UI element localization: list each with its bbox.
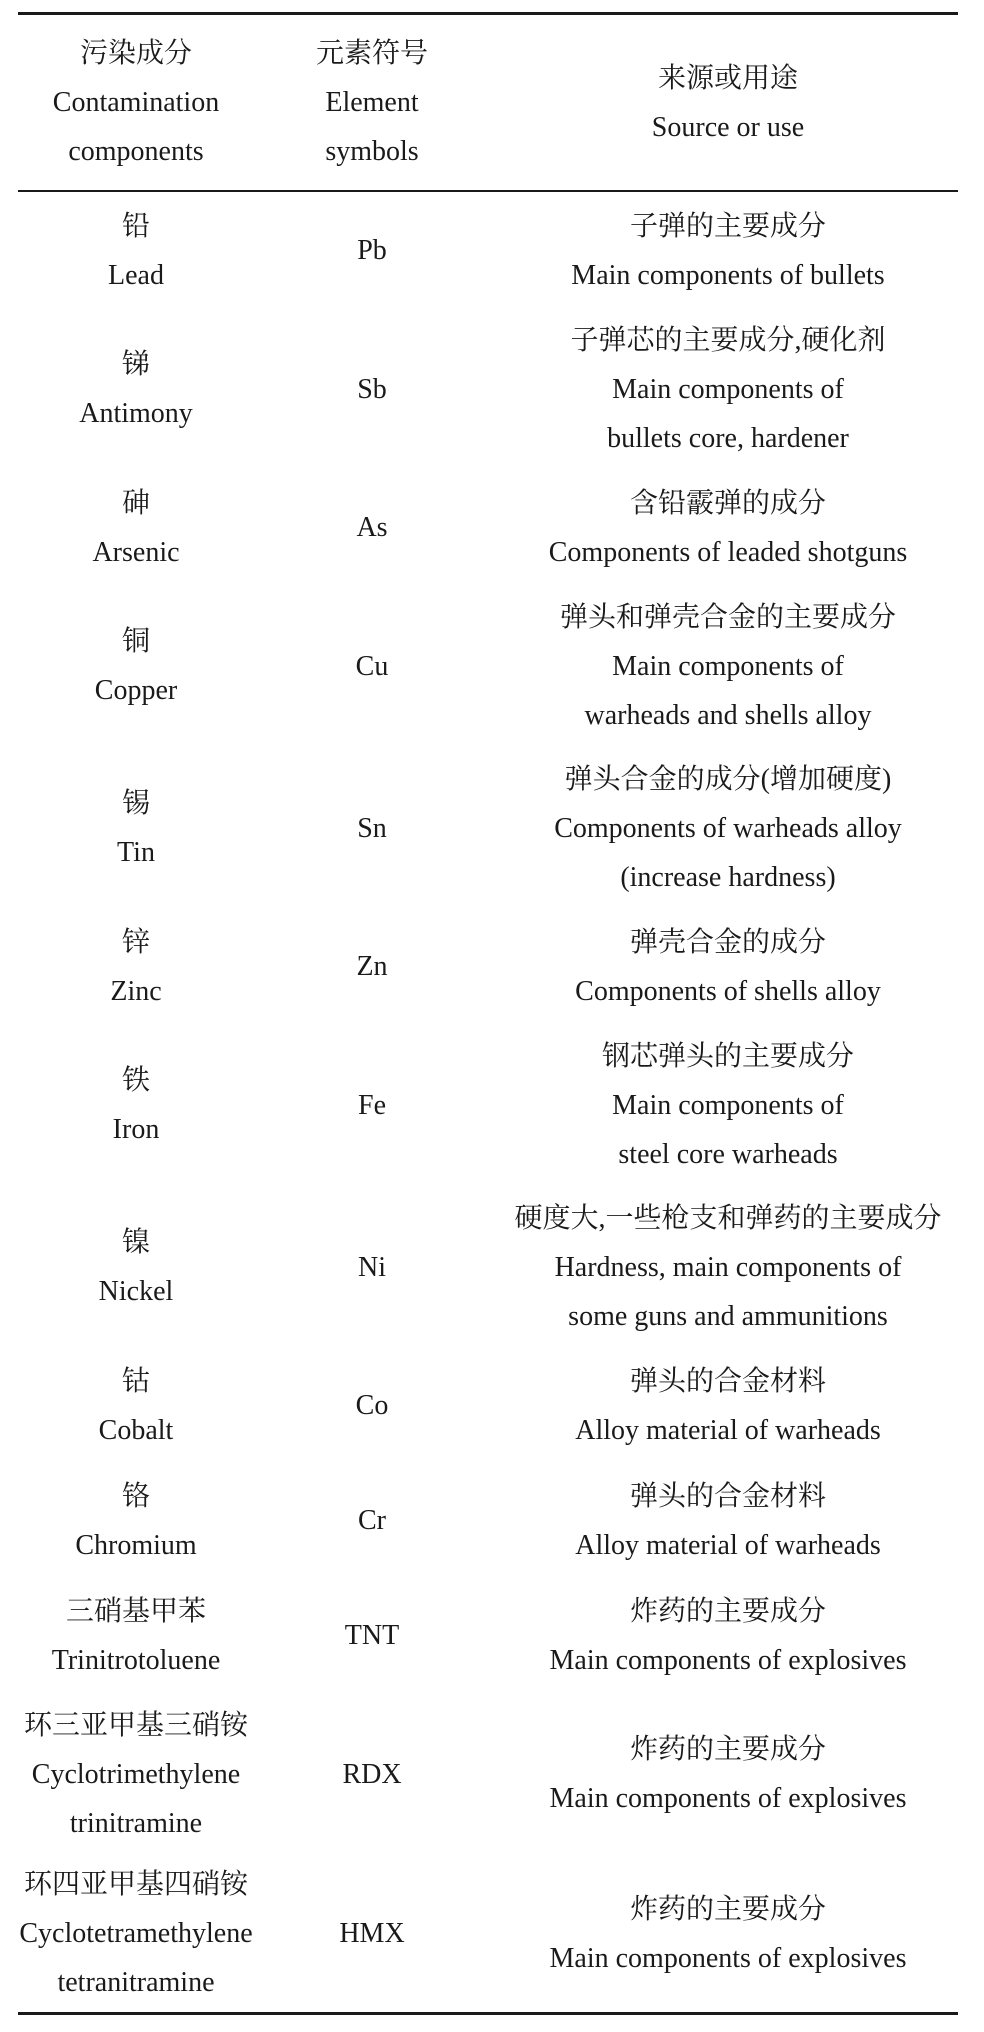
component-name-en: Copper: [94, 675, 178, 706]
header-col2-en1: Element: [325, 87, 419, 118]
source-use-cell: [472, 1693, 984, 1855]
element-symbol-cell: [272, 585, 472, 747]
source-use-line: Alloy material of warheads: [575, 1414, 881, 1446]
component-name-cn: 铬: [121, 1480, 150, 1512]
component-name-en: Cyclotrimethylene: [31, 1758, 241, 1790]
element-symbol: Co: [355, 1390, 389, 1421]
component-cell: [0, 1578, 272, 1693]
table-row: [0, 308, 984, 470]
source-use-line: 弹壳合金的成分: [629, 926, 826, 958]
component-name-cn: 三硝基甲苯: [65, 1595, 206, 1627]
header-col3-en: Source or use: [651, 111, 805, 143]
source-use-line: 炸药的主要成分: [629, 1734, 826, 1765]
source-use-line: some guns and ammunitions: [568, 1300, 888, 1332]
source-use-cell: [472, 747, 984, 909]
element-symbol: Zn: [356, 951, 388, 982]
source-use-cell: [472, 1024, 984, 1186]
table-bottom-rule: [18, 2012, 958, 2015]
component-cell: [0, 747, 272, 909]
table-row: [0, 747, 984, 909]
component-name-cn: 锑: [121, 349, 150, 380]
source-use-line: 子弹芯的主要成分,硬化剂: [570, 324, 886, 356]
component-name-cn: 环四亚甲基四硝铵: [23, 1869, 248, 1900]
header-col1-en1: Contamination: [52, 87, 220, 118]
element-symbol: Ni: [358, 1251, 386, 1283]
component-name-en: Trinitrotoluene: [51, 1644, 221, 1676]
source-use-line: Main components of explosives: [549, 1644, 907, 1676]
component-cell: [0, 470, 272, 585]
element-symbol: Sb: [357, 373, 387, 405]
header-col1-cn: 污染成分: [79, 38, 192, 69]
component-name-cn: 锡: [121, 788, 150, 819]
source-use-line: Main components of explosives: [549, 1942, 907, 1974]
table-row: [0, 1463, 984, 1578]
component-name-en: Iron: [112, 1114, 160, 1145]
component-cell: [0, 585, 272, 747]
component-name-en: Lead: [108, 259, 164, 291]
source-use-line: Alloy material of warheads: [575, 1529, 881, 1561]
header-element-symbols: [272, 15, 472, 190]
table-row: [0, 909, 984, 1024]
source-use-line: warheads and shells alloy: [584, 699, 872, 731]
element-symbol: As: [356, 512, 388, 543]
component-name-cn: 铁: [121, 1065, 150, 1096]
source-use-line: Hardness, main components of: [554, 1251, 902, 1283]
component-cell: [0, 308, 272, 470]
element-symbol-cell: [272, 308, 472, 470]
element-symbol: TNT: [344, 1620, 400, 1651]
source-use-cell: [472, 1463, 984, 1578]
source-use-line: Main components of: [612, 650, 844, 682]
source-use-line: Main components of bullets: [571, 259, 885, 291]
component-name-en: Zinc: [110, 975, 162, 1007]
source-use-cell: [472, 470, 984, 585]
component-name-cn: 铅: [121, 210, 150, 242]
header-col3-cn: 来源或用途: [657, 62, 798, 94]
component-name-cn: 砷: [121, 487, 150, 519]
source-use-cell: [472, 308, 984, 470]
source-use-line: 弹头的合金材料: [629, 1365, 826, 1397]
table-row: [0, 470, 984, 585]
component-name-en: Nickel: [98, 1276, 174, 1307]
element-symbol-cell: [272, 1186, 472, 1348]
element-symbol: Cu: [355, 650, 389, 682]
source-use-line: Components of warheads alloy: [554, 812, 902, 844]
table-row: [0, 1578, 984, 1693]
header-source-or-use: [472, 15, 984, 190]
source-use-line: 子弹的主要成分: [629, 210, 826, 242]
table-row: [0, 1855, 984, 2012]
element-symbol: Cr: [358, 1505, 386, 1536]
component-name-cn: 镍: [121, 1227, 150, 1258]
element-symbol: HMX: [339, 1918, 405, 1949]
element-symbol-cell: [272, 1463, 472, 1578]
header-col1-en2: components: [68, 136, 204, 167]
element-symbol: Pb: [357, 235, 387, 266]
element-symbol: RDX: [342, 1758, 402, 1790]
source-use-line: bullets core, hardener: [607, 422, 849, 454]
component-name-cn: 铜: [121, 626, 150, 657]
element-symbol-cell: [272, 193, 472, 308]
component-cell: [0, 1024, 272, 1186]
component-name-en: Arsenic: [92, 536, 180, 568]
source-use-cell: [472, 909, 984, 1024]
source-use-line: Components of leaded shotguns: [548, 536, 908, 568]
header-divider-rule: [18, 190, 958, 192]
element-symbol-cell: [272, 1578, 472, 1693]
component-cell: [0, 193, 272, 308]
source-use-line: (increase hardness): [620, 861, 836, 893]
source-use-line: 弹头和弹壳合金的主要成分: [559, 601, 896, 633]
table-row: [0, 585, 984, 747]
component-cell: [0, 1348, 272, 1463]
source-use-line: Main components of explosives: [549, 1783, 907, 1814]
component-cell: [0, 1463, 272, 1578]
source-use-line: steel core warheads: [618, 1138, 838, 1170]
component-name-cn: 锌: [121, 926, 150, 958]
table-row: [0, 1024, 984, 1186]
source-use-line: 炸药的主要成分: [629, 1893, 826, 1925]
element-symbol: Fe: [358, 1089, 386, 1121]
source-use-line: Components of shells alloy: [575, 975, 881, 1007]
component-cell: [0, 1693, 272, 1855]
component-name-en: Cobalt: [98, 1414, 174, 1446]
source-use-cell: [472, 1348, 984, 1463]
component-cell: [0, 909, 272, 1024]
element-symbol-cell: [272, 1693, 472, 1855]
header-contamination-components: [0, 15, 272, 190]
source-use-line: 炸药的主要成分: [629, 1595, 826, 1627]
component-name-en: Chromium: [75, 1529, 197, 1561]
element-symbol-cell: [272, 1855, 472, 2012]
source-use-cell: [472, 1578, 984, 1693]
component-name-en: Cyclotetramethylene: [19, 1918, 253, 1949]
header-col2-cn: 元素符号: [315, 38, 428, 69]
component-name-en: tetranitramine: [57, 1967, 215, 1998]
element-symbol-cell: [272, 909, 472, 1024]
table-row: [0, 1693, 984, 1855]
source-use-line: 硬度大,一些枪支和弹药的主要成分: [514, 1202, 942, 1234]
source-use-cell: [472, 1855, 984, 2012]
source-use-line: Main components of: [612, 1089, 844, 1121]
source-use-cell: [472, 1186, 984, 1348]
element-symbol: Sn: [357, 812, 387, 844]
table-row: [0, 1348, 984, 1463]
source-use-cell: [472, 585, 984, 747]
source-use-line: 弹头的合金材料: [629, 1480, 826, 1512]
component-name-en: Tin: [117, 837, 155, 868]
element-symbol-cell: [272, 470, 472, 585]
element-symbol-cell: [272, 1024, 472, 1186]
table-row: [0, 193, 984, 308]
source-use-line: 钢芯弹头的主要成分: [601, 1040, 854, 1072]
component-cell: [0, 1186, 272, 1348]
component-name-en: Antimony: [79, 398, 193, 429]
source-use-line: Main components of: [612, 373, 844, 405]
element-symbol-cell: [272, 747, 472, 909]
source-use-line: 含铅霰弹的成分: [629, 487, 826, 519]
source-use-cell: [472, 193, 984, 308]
component-name-cn: 钴: [121, 1365, 150, 1397]
element-symbol-cell: [272, 1348, 472, 1463]
component-name-en: trinitramine: [69, 1807, 203, 1839]
table-row: [0, 1186, 984, 1348]
component-cell: [0, 1855, 272, 2012]
header-col2-en2: symbols: [325, 136, 419, 167]
source-use-line: 弹头合金的成分(增加硬度): [564, 763, 892, 795]
component-name-cn: 环三亚甲基三硝铵: [23, 1709, 248, 1741]
